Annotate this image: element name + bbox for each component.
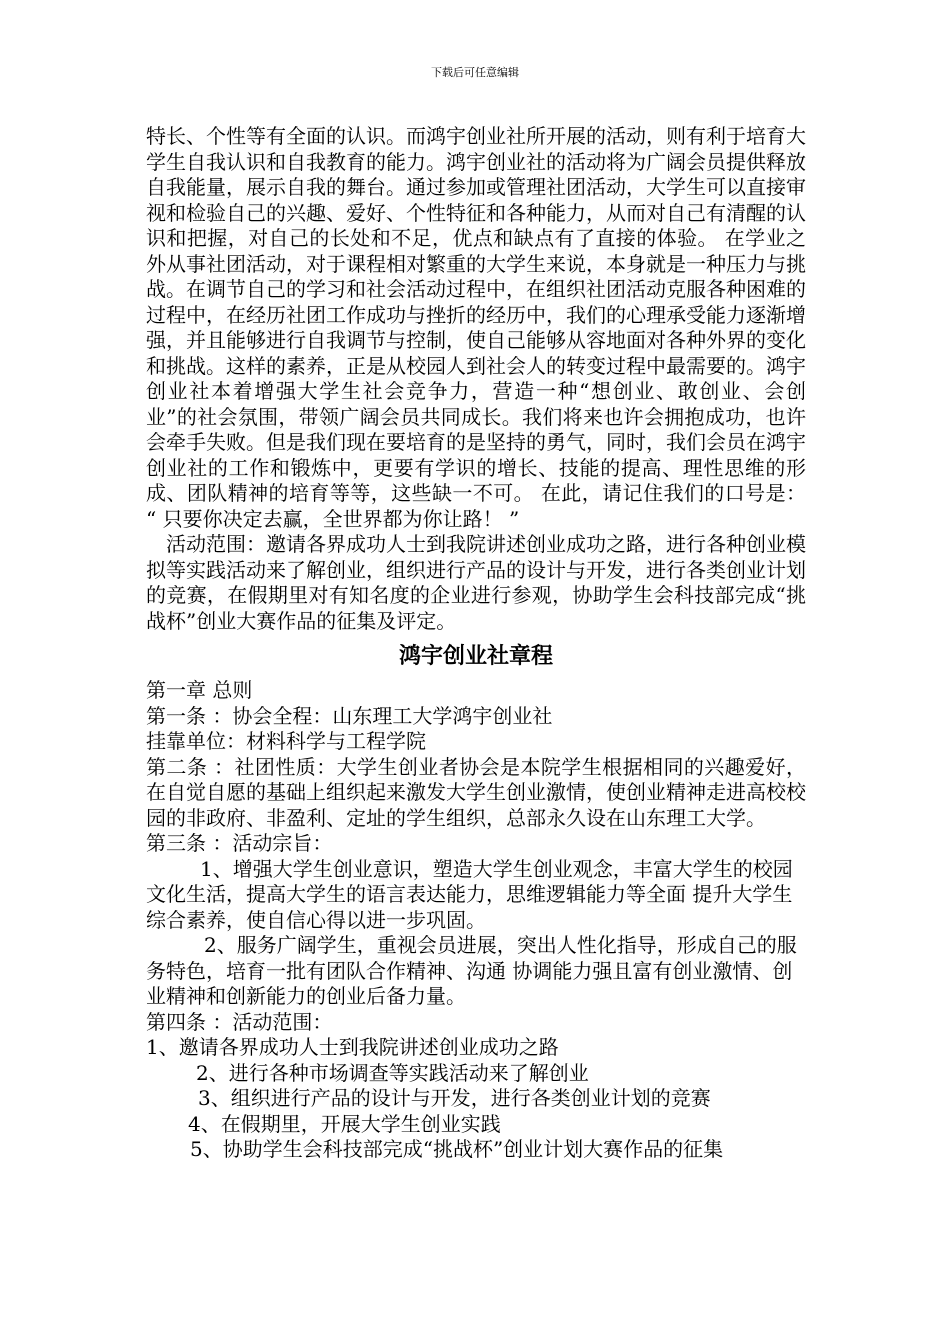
page-header-note: 下载后可任意编辑	[431, 66, 519, 79]
intro-paragraph: 特长、个性等有全面的认识。而鸿宇创业社所开展的活动，则有利于培育大学生自我认识和自我教育的能力。鸿宇创业社的活动将为广阔会员提供释放自我能量，展示自我的舞台。通过参加或管理社团活动，大学生可以直接审视和检验自己的兴趣、爱好、个性特征和各种能力，从而对自己有清醒的认识和把握，对自己的长处和不足，优点和缺点有了直接的体验。 在学业之外从事社团活动，对于课程相对繁重的大学生来说，本身就是一种压力与挑战。在调节自己的学习和社会活动过程中，在组织社团活动克服各种困难的过程中，在经历社团工作成功与挫折的经历中，我们的心理承受能力逐渐增强，并且能够进行自我调节与控制，使自己能够从容地面对各种外界的变化和挑战。这样的素养，正是从校园人到社会人的转变过程中最需要的。鸿宇创业社本着增强大学生社会竞争力，营造一种“想创业、敢创业、会创业”的社会氛围，带领广阔会员共同成长。我们将来也许会拥抱成功，也许会牵手失败。但是我们现在要培育的是坚持的勇气，同时，我们会员在鸿宇创业社的工作和锻炼中，更要有学识的增长、技能的提高、理性思维的形成、团队精神的培育等等，这些缺一不可。 在此，请记住我们的口号是： “ 只要你决定去赢，全世界都为你让路！ ”	[146, 124, 806, 531]
article-4-item-4: 4、在假期里，开展大学生创业实践	[188, 1111, 501, 1136]
chapter-heading: 第一章 总则	[146, 678, 253, 702]
article-4-item-3: 3、组织进行产品的设计与开发，进行各类创业计划的竞赛	[198, 1086, 711, 1110]
article-1-affiliation: 挂靠单位：材料科学与工程学院	[146, 729, 426, 753]
article-3-point-1: 1、增强大学生创业意识，塑造大学生创业观念，丰富大学生的校园文化生活，提高大学生的语言表达能力，思维逻辑能力等全面 提升大学生综合素养，使自信心得以进一步巩固。	[146, 856, 793, 932]
charter-title: 鸿宇创业社章程	[398, 644, 553, 669]
article-4-item-2: 2、进行各种市场调查等实践活动来了解创业	[196, 1060, 589, 1085]
article-3-heading: 第三条 ：活动宗旨：	[146, 831, 333, 855]
article-4-item-1: 1、邀请各界成功人士到我院讲述创业成功之路	[146, 1035, 559, 1059]
article-4-heading: 第四条 ：活动范围：	[146, 1009, 333, 1034]
article-4-item-5: 5、协助学生会科技部完成“挑战杯”创业计划大赛作品的征集	[190, 1137, 724, 1161]
document-body	[146, 124, 806, 1163]
activity-scope-paragraph: 活动范围：邀请各界成功人士到我院讲述创业成功之路，进行各种创业模拟等实践活动来了解创业，组织进行产品的设计与开发，进行各类创业计划的竞赛，在假期里对有知名度的企业进行参观，协助学生会科技部完成“挑战杯”创业大赛作品的征集及评定。	[146, 532, 806, 633]
article-1-name: 第一条 ：协会全程：山东理工大学鸿宇创业社	[146, 703, 553, 728]
article-3-point-2: 2、服务广阔学生，重视会员进展，突出人性化指导，形成自己的服务特色，培育一批有团队合作精神、沟通 协调能力强且富有创业激情、创业精神和创新能力的创业后备力量。	[146, 933, 797, 1008]
article-2-nature: 第二条 ：社团性质：大学生创业者协会是本院学生根据相同的兴趣爱好，在自觉自愿的基础上组织起来激发大学生创业激情，使创业精神走进高校校园的非政府、非盈利、定址的学生组织，总部永久设在山东理工大学。	[146, 754, 806, 830]
